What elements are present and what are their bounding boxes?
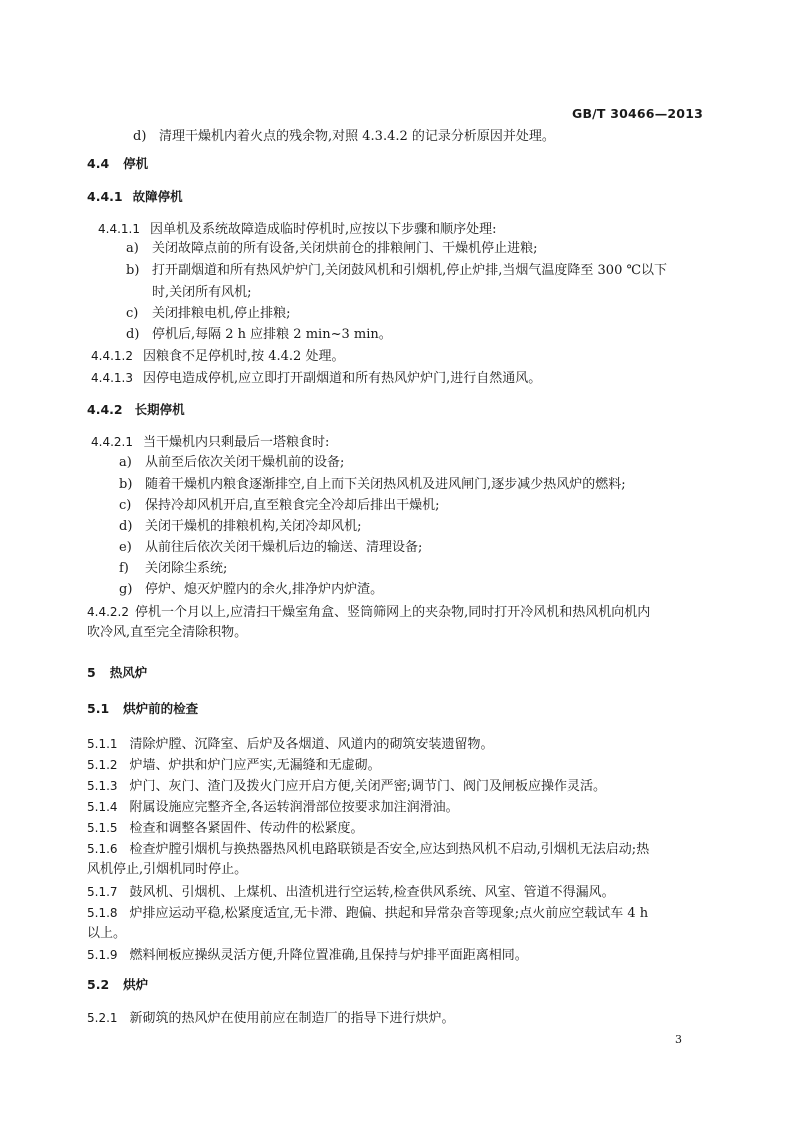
clause-text: 因粮食不足停机时,按 4.4.2 处理。 — [142, 349, 345, 364]
clause-number: 4.4.1.2 — [91, 349, 133, 363]
list-item — [119, 476, 626, 494]
list-item-text: 关闭除尘系统; — [145, 561, 228, 576]
list-marker: g) — [119, 582, 133, 597]
list-item-text: 关闭排粮电机,停止排粮; — [152, 306, 291, 321]
list-item — [126, 305, 291, 323]
section-title: 停机 — [123, 156, 149, 171]
section-title: 烘炉前的检查 — [123, 701, 199, 716]
list-item-continuation: 时,关闭所有风机; — [152, 285, 252, 300]
clause-text: 炉墙、炉拱和炉门应严实,无漏缝和无虚砌。 — [129, 758, 381, 773]
list-marker: c) — [126, 306, 139, 321]
clause-continuation: 风机停止,引烟机同时停止。 — [87, 862, 248, 877]
list-item — [119, 539, 422, 557]
section-heading — [87, 188, 183, 206]
section-title: 长期停机 — [134, 402, 185, 417]
list-item-text: 从前往后依次关闭干燥机后边的输送、清理设备; — [145, 540, 423, 555]
list-marker: e) — [119, 540, 132, 555]
clause-number: 4.4.2.1 — [91, 435, 133, 449]
section-number: 5 — [87, 665, 96, 680]
clause-text: 因停电造成停机,应立即打开副烟道和所有热风炉炉门,进行自然通风。 — [142, 371, 542, 386]
section-heading — [87, 401, 185, 419]
list-item-text: 关闭故障点前的所有设备,关闭烘前仓的排粮闸门、干燥机停止进粮; — [152, 241, 538, 256]
list-item-text: 停机后,每隔 2 h 应排粮 2 min~3 min。 — [152, 327, 392, 342]
clause — [87, 819, 364, 838]
clause-number: 4.4.2.2 — [87, 605, 129, 619]
list-item — [119, 518, 362, 536]
section-number: 4.4 — [87, 156, 110, 171]
list-marker: b) — [119, 477, 133, 492]
clause-text: 当干燥机内只剩最后一塔粮食时: — [142, 435, 330, 450]
clause-number: 5.1.4 — [87, 800, 118, 814]
section-number: 4.4.2 — [87, 402, 123, 417]
clause-text: 新砌筑的热风炉在使用前应在制造厂的指导下进行烘炉。 — [129, 1011, 455, 1026]
list-item-text: 打开副烟道和所有热风炉炉门,关闭鼓风机和引烟机,停止炉排,当烟气温度降至 300 ℃以下 — [152, 263, 668, 278]
section-title: 故障停机 — [132, 189, 183, 204]
clause-text: 因单机及系统故障造成临时停机时,应按以下步骤和顺序处理: — [149, 222, 497, 237]
clause — [87, 798, 459, 817]
list-marker: a) — [126, 241, 139, 256]
clause — [91, 347, 344, 366]
list-item-text: 关闭干燥机的排粮机构,关闭冷却风机; — [145, 519, 362, 534]
list-marker: c) — [119, 498, 132, 513]
clause-number: 5.1.1 — [87, 737, 118, 751]
clause-text: 检查和调整各紧固件、传动件的松紧度。 — [129, 821, 364, 836]
section-number: 4.4.1 — [87, 189, 123, 204]
list-item — [126, 240, 538, 258]
clause — [87, 840, 649, 859]
section-heading — [87, 700, 198, 718]
clause — [87, 904, 648, 923]
list-item — [126, 262, 667, 280]
clause — [87, 603, 650, 622]
list-item-text: 清理干燥机内着火点的残余物,对照 4.3.4.2 的记录分析原因并处理。 — [159, 129, 555, 144]
list-marker: d) — [119, 519, 133, 534]
clause-number: 4.4.1.3 — [91, 371, 133, 385]
section-title: 热风炉 — [109, 665, 148, 680]
list-item-text: 从前至后依次关闭干燥机前的设备; — [145, 455, 345, 470]
clause-number: 5.2.1 — [87, 1011, 118, 1025]
list-item-text: 停炉、熄灭炉膛内的余火,排净炉内炉渣。 — [145, 582, 384, 597]
clause-number: 5.1.3 — [87, 779, 118, 793]
clause-continuation: 以上。 — [87, 926, 127, 941]
list-marker: d) — [126, 327, 140, 342]
clause-number: 5.1.6 — [87, 842, 118, 856]
list-item — [119, 454, 344, 472]
clause — [98, 220, 497, 239]
section-title: 烘炉 — [123, 977, 149, 992]
clause — [91, 369, 541, 388]
clause-number: 5.1.9 — [87, 948, 118, 962]
clause — [87, 735, 494, 754]
clause-text: 燃料闸板应操纵灵活方便,升降位置准确,且保持与炉排平面距离相同。 — [129, 948, 528, 963]
section-heading — [87, 155, 148, 173]
chapter-heading — [87, 664, 147, 682]
list-marker: d) — [133, 129, 147, 144]
clause — [87, 883, 615, 902]
clause — [87, 1009, 455, 1028]
clause-text: 检查炉膛引烟机与换热器热风机电路联锁是否安全,应达到热风机不启动,引烟机无法启动;热 — [129, 842, 650, 857]
standard-code: GB/T 30466—2013 — [571, 106, 703, 121]
list-item — [126, 326, 392, 344]
clause — [87, 946, 528, 965]
list-item — [119, 497, 440, 515]
clause-text: 附属设施应完整齐全,各运转润滑部位按要求加注润滑油。 — [129, 800, 459, 815]
clause — [87, 777, 606, 796]
clause-text: 炉门、灰门、渣门及拨火门应开启方便,关闭严密;调节门、阀门及闸板应操作灵活。 — [129, 779, 607, 794]
clause-text: 清除炉膛、沉降室、后炉及各烟道、风道内的砌筑安装遗留物。 — [129, 737, 494, 752]
list-marker: a) — [119, 455, 132, 470]
list-item-text: 保持冷却风机开启,直至粮食完全冷却后排出干燥机; — [145, 498, 440, 513]
clause-number: 4.4.1.1 — [98, 222, 140, 236]
section-heading — [87, 976, 148, 994]
clause-continuation: 吹冷风,直至完全清除积物。 — [87, 625, 248, 640]
clause-number: 5.1.7 — [87, 885, 118, 899]
clause-number: 5.1.8 — [87, 906, 118, 920]
list-marker: f) — [119, 561, 129, 576]
list-marker: b) — [126, 263, 140, 278]
clause-number: 5.1.5 — [87, 821, 118, 835]
clause-text: 停机一个月以上,应清扫干燥室角盒、竖筒筛网上的夹杂物,同时打开冷风机和热风机向机内 — [134, 605, 651, 620]
clause — [87, 756, 381, 775]
clause-text: 炉排应运动平稳,松紧度适宜,无卡滞、跑偏、拱起和异常杂音等现象;点火前应空载试车 4 h — [129, 906, 649, 921]
section-number: 5.2 — [87, 977, 110, 992]
clause-text: 鼓风机、引烟机、上煤机、出渣机进行空运转,检查供风系统、风室、管道不得漏风。 — [129, 885, 615, 900]
clause — [91, 433, 329, 452]
list-item — [119, 581, 383, 599]
section-number: 5.1 — [87, 701, 110, 716]
clause-number: 5.1.2 — [87, 758, 118, 772]
list-item-text: 随着干燥机内粮食逐渐排空,自上而下关闭热风机及进风闸门,逐步减少热风炉的燃料; — [145, 477, 626, 492]
list-item — [119, 560, 227, 578]
list-item — [133, 128, 653, 146]
page-number: 3 — [675, 1033, 682, 1046]
